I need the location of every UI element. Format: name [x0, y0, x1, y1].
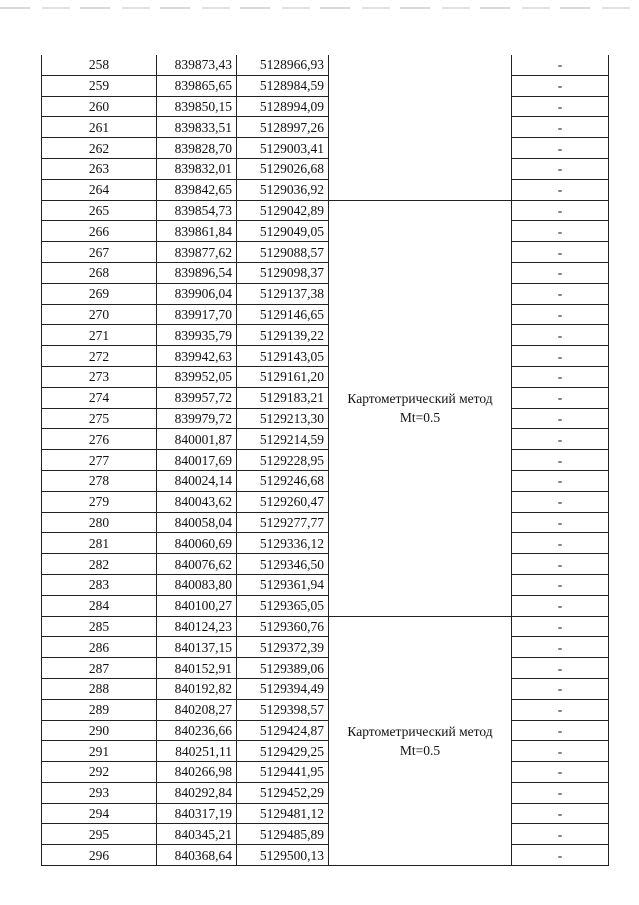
dash-cell: - — [512, 616, 609, 637]
dash-cell: - — [512, 283, 609, 304]
table-row — [42, 637, 609, 658]
point-number-cell: 269 — [42, 283, 157, 304]
table-row — [42, 346, 609, 367]
table-row — [42, 304, 609, 325]
y-coordinate-cell: 5128966,93 — [237, 55, 329, 75]
x-coordinate-cell: 840060,69 — [157, 533, 237, 554]
table-row — [42, 200, 609, 221]
point-number-cell: 283 — [42, 574, 157, 595]
point-number-cell: 274 — [42, 387, 157, 408]
table-row — [42, 117, 609, 138]
table-row — [42, 158, 609, 179]
method-cell: Картометрический метод Mt=0.5 — [329, 200, 512, 616]
x-coordinate-cell: 839877,62 — [157, 242, 237, 263]
y-coordinate-cell: 5129146,65 — [237, 304, 329, 325]
x-coordinate-cell: 839828,70 — [157, 138, 237, 159]
point-number-cell: 260 — [42, 96, 157, 117]
point-number-cell: 263 — [42, 158, 157, 179]
y-coordinate-cell: 5129485,89 — [237, 824, 329, 845]
y-coordinate-cell: 5128994,09 — [237, 96, 329, 117]
table-row — [42, 533, 609, 554]
dash-cell: - — [512, 699, 609, 720]
table-row — [42, 741, 609, 762]
dash-cell: - — [512, 762, 609, 783]
coordinates-table — [41, 55, 609, 866]
point-number-cell: 271 — [42, 325, 157, 346]
x-coordinate-cell: 839861,84 — [157, 221, 237, 242]
x-coordinate-cell: 839865,65 — [157, 75, 237, 96]
x-coordinate-cell: 839942,63 — [157, 346, 237, 367]
y-coordinate-cell: 5129372,39 — [237, 637, 329, 658]
y-coordinate-cell: 5129088,57 — [237, 242, 329, 263]
table-row — [42, 450, 609, 471]
table-row — [42, 96, 609, 117]
y-coordinate-cell: 5129441,95 — [237, 762, 329, 783]
dash-cell: - — [512, 720, 609, 741]
table-row — [42, 762, 609, 783]
table-row — [42, 470, 609, 491]
dash-cell: - — [512, 200, 609, 221]
x-coordinate-cell: 840192,82 — [157, 678, 237, 699]
dash-cell: - — [512, 429, 609, 450]
dash-cell: - — [512, 304, 609, 325]
x-coordinate-cell: 839833,51 — [157, 117, 237, 138]
y-coordinate-cell: 5129424,87 — [237, 720, 329, 741]
dash-cell: - — [512, 346, 609, 367]
dash-cell: - — [512, 741, 609, 762]
y-coordinate-cell: 5129161,20 — [237, 366, 329, 387]
table-row — [42, 678, 609, 699]
x-coordinate-cell: 840043,62 — [157, 491, 237, 512]
point-number-cell: 294 — [42, 803, 157, 824]
table-row — [42, 221, 609, 242]
table-row — [42, 845, 609, 866]
table-row — [42, 699, 609, 720]
dash-cell: - — [512, 55, 609, 75]
dash-cell: - — [512, 158, 609, 179]
table-row — [42, 554, 609, 575]
table-row — [42, 595, 609, 616]
y-coordinate-cell: 5129098,37 — [237, 262, 329, 283]
y-coordinate-cell: 5129042,89 — [237, 200, 329, 221]
dash-cell: - — [512, 325, 609, 346]
point-number-cell: 275 — [42, 408, 157, 429]
x-coordinate-cell: 839896,54 — [157, 262, 237, 283]
y-coordinate-cell: 5129346,50 — [237, 554, 329, 575]
y-coordinate-cell: 5129389,06 — [237, 658, 329, 679]
x-coordinate-cell: 840317,19 — [157, 803, 237, 824]
x-coordinate-cell: 840076,62 — [157, 554, 237, 575]
table-row — [42, 366, 609, 387]
x-coordinate-cell: 840058,04 — [157, 512, 237, 533]
table-row — [42, 408, 609, 429]
x-coordinate-cell: 840236,66 — [157, 720, 237, 741]
dash-cell: - — [512, 574, 609, 595]
y-coordinate-cell: 5129394,49 — [237, 678, 329, 699]
x-coordinate-cell: 839850,15 — [157, 96, 237, 117]
x-coordinate-cell: 839842,65 — [157, 179, 237, 200]
dash-cell: - — [512, 512, 609, 533]
table-row — [42, 720, 609, 741]
dash-cell: - — [512, 366, 609, 387]
dash-cell: - — [512, 75, 609, 96]
point-number-cell: 289 — [42, 699, 157, 720]
point-number-cell: 277 — [42, 450, 157, 471]
point-number-cell: 285 — [42, 616, 157, 637]
table-row — [42, 283, 609, 304]
table-row — [42, 325, 609, 346]
dash-cell: - — [512, 117, 609, 138]
x-coordinate-cell: 840017,69 — [157, 450, 237, 471]
dash-cell: - — [512, 470, 609, 491]
point-number-cell: 280 — [42, 512, 157, 533]
x-coordinate-cell: 839854,73 — [157, 200, 237, 221]
dash-cell: - — [512, 637, 609, 658]
y-coordinate-cell: 5129003,41 — [237, 138, 329, 159]
point-number-cell: 266 — [42, 221, 157, 242]
point-number-cell: 284 — [42, 595, 157, 616]
x-coordinate-cell: 839906,04 — [157, 283, 237, 304]
point-number-cell: 267 — [42, 242, 157, 263]
y-coordinate-cell: 5129026,68 — [237, 158, 329, 179]
dash-cell: - — [512, 595, 609, 616]
x-coordinate-cell: 840152,91 — [157, 658, 237, 679]
dash-cell: - — [512, 138, 609, 159]
y-coordinate-cell: 5129361,94 — [237, 574, 329, 595]
table-row — [42, 262, 609, 283]
x-coordinate-cell: 839957,72 — [157, 387, 237, 408]
point-number-cell: 278 — [42, 470, 157, 491]
y-coordinate-cell: 5129049,05 — [237, 221, 329, 242]
x-coordinate-cell: 840137,15 — [157, 637, 237, 658]
x-coordinate-cell: 840251,11 — [157, 741, 237, 762]
table-row — [42, 574, 609, 595]
point-number-cell: 270 — [42, 304, 157, 325]
x-coordinate-cell: 839917,70 — [157, 304, 237, 325]
scan-top-edge — [0, 7, 639, 9]
x-coordinate-cell: 840024,14 — [157, 470, 237, 491]
table-row — [42, 179, 609, 200]
y-coordinate-cell: 5128984,59 — [237, 75, 329, 96]
point-number-cell: 295 — [42, 824, 157, 845]
x-coordinate-cell: 840124,23 — [157, 616, 237, 637]
dash-cell: - — [512, 450, 609, 471]
y-coordinate-cell: 5129137,38 — [237, 283, 329, 304]
x-coordinate-cell: 839952,05 — [157, 366, 237, 387]
table-row — [42, 803, 609, 824]
point-number-cell: 290 — [42, 720, 157, 741]
dash-cell: - — [512, 533, 609, 554]
table-row — [42, 55, 609, 75]
point-number-cell: 261 — [42, 117, 157, 138]
point-number-cell: 262 — [42, 138, 157, 159]
dash-cell: - — [512, 845, 609, 866]
y-coordinate-cell: 5129277,77 — [237, 512, 329, 533]
point-number-cell: 282 — [42, 554, 157, 575]
point-number-cell: 281 — [42, 533, 157, 554]
y-coordinate-cell: 5129139,22 — [237, 325, 329, 346]
dash-cell: - — [512, 554, 609, 575]
y-coordinate-cell: 5129360,76 — [237, 616, 329, 637]
point-number-cell: 272 — [42, 346, 157, 367]
x-coordinate-cell: 840001,87 — [157, 429, 237, 450]
point-number-cell: 288 — [42, 678, 157, 699]
y-coordinate-cell: 5129036,92 — [237, 179, 329, 200]
y-coordinate-cell: 5129398,57 — [237, 699, 329, 720]
point-number-cell: 264 — [42, 179, 157, 200]
dash-cell: - — [512, 221, 609, 242]
y-coordinate-cell: 5129214,59 — [237, 429, 329, 450]
point-number-cell: 292 — [42, 762, 157, 783]
y-coordinate-cell: 5129228,95 — [237, 450, 329, 471]
dash-cell: - — [512, 262, 609, 283]
point-number-cell: 286 — [42, 637, 157, 658]
dash-cell: - — [512, 179, 609, 200]
table-row — [42, 512, 609, 533]
point-number-cell: 265 — [42, 200, 157, 221]
point-number-cell: 291 — [42, 741, 157, 762]
table-row — [42, 782, 609, 803]
coordinates-table-body — [42, 55, 609, 866]
y-coordinate-cell: 5129260,47 — [237, 491, 329, 512]
y-coordinate-cell: 5129500,13 — [237, 845, 329, 866]
dash-cell: - — [512, 491, 609, 512]
x-coordinate-cell: 839979,72 — [157, 408, 237, 429]
x-coordinate-cell: 840266,98 — [157, 762, 237, 783]
x-coordinate-cell: 840100,27 — [157, 595, 237, 616]
point-number-cell: 259 — [42, 75, 157, 96]
y-coordinate-cell: 5129336,12 — [237, 533, 329, 554]
x-coordinate-cell: 839832,01 — [157, 158, 237, 179]
dash-cell: - — [512, 782, 609, 803]
dash-cell: - — [512, 678, 609, 699]
dash-cell: - — [512, 658, 609, 679]
y-coordinate-cell: 5129429,25 — [237, 741, 329, 762]
x-coordinate-cell: 840345,21 — [157, 824, 237, 845]
point-number-cell: 296 — [42, 845, 157, 866]
dash-cell: - — [512, 242, 609, 263]
x-coordinate-cell: 840292,84 — [157, 782, 237, 803]
point-number-cell: 273 — [42, 366, 157, 387]
point-number-cell: 276 — [42, 429, 157, 450]
x-coordinate-cell: 839935,79 — [157, 325, 237, 346]
method-cell: Картометрический метод Mt=0.5 — [329, 616, 512, 866]
y-coordinate-cell: 5129452,29 — [237, 782, 329, 803]
y-coordinate-cell: 5128997,26 — [237, 117, 329, 138]
dash-cell: - — [512, 408, 609, 429]
x-coordinate-cell: 839873,43 — [157, 55, 237, 75]
table-row — [42, 429, 609, 450]
table-row — [42, 491, 609, 512]
point-number-cell: 258 — [42, 55, 157, 75]
x-coordinate-cell: 840083,80 — [157, 574, 237, 595]
table-row — [42, 75, 609, 96]
point-number-cell: 268 — [42, 262, 157, 283]
dash-cell: - — [512, 387, 609, 408]
x-coordinate-cell: 840208,27 — [157, 699, 237, 720]
point-number-cell: 279 — [42, 491, 157, 512]
table-row — [42, 824, 609, 845]
dash-cell: - — [512, 803, 609, 824]
table-row — [42, 658, 609, 679]
x-coordinate-cell: 840368,64 — [157, 845, 237, 866]
table-row — [42, 242, 609, 263]
point-number-cell: 287 — [42, 658, 157, 679]
y-coordinate-cell: 5129246,68 — [237, 470, 329, 491]
table-row — [42, 387, 609, 408]
method-cell — [329, 55, 512, 200]
y-coordinate-cell: 5129481,12 — [237, 803, 329, 824]
y-coordinate-cell: 5129183,21 — [237, 387, 329, 408]
dash-cell: - — [512, 96, 609, 117]
point-number-cell: 293 — [42, 782, 157, 803]
dash-cell: - — [512, 824, 609, 845]
y-coordinate-cell: 5129143,05 — [237, 346, 329, 367]
table-row — [42, 616, 609, 637]
y-coordinate-cell: 5129365,05 — [237, 595, 329, 616]
table-row — [42, 138, 609, 159]
y-coordinate-cell: 5129213,30 — [237, 408, 329, 429]
